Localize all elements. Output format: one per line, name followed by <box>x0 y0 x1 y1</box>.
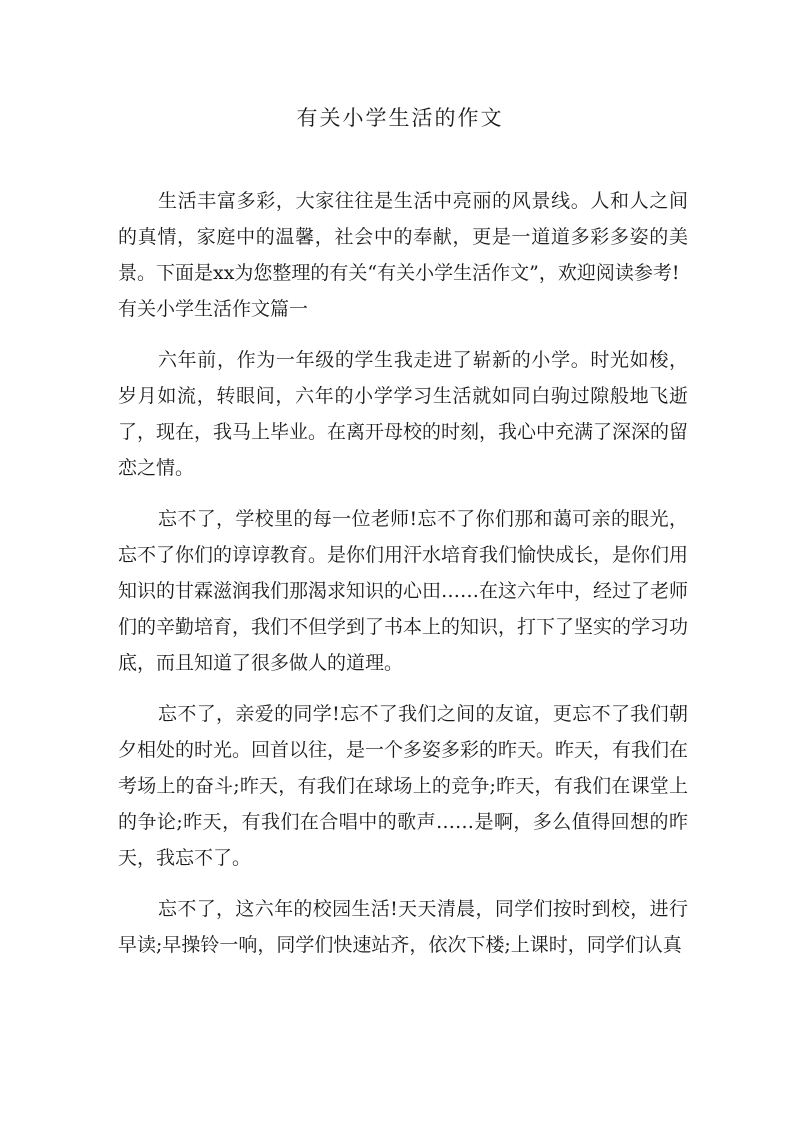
body-paragraph: 忘不了，亲爱的同学!忘不了我们之间的友谊，更忘不了我们朝夕相处的时光。回首以往，是一个多姿多彩的昨天。昨天，有我们在考场上的奋斗;昨天，有我们在球场上的竞争;昨天，有我们在课堂上的争论;昨天，有我们在合唱中的歌声……是啊，多么值得回想的昨天，我忘不了。 <box>118 703 689 869</box>
section-heading: 有关小学生活作文篇一 <box>118 298 309 320</box>
intro-paragraph: 生活丰富多彩，大家往往是生活中亮丽的风景线。人和人之间的真情，家庭中的温馨，社会中的奉献，更是一道道多彩多姿的美景。下面是xx为您整理的有关“有关小学生活作文”，欢迎阅读参考! <box>118 190 688 284</box>
document-body <box>118 183 688 978</box>
body-paragraph: 忘不了，这六年的校园生活!天天清晨，同学们按时到校，进行早读;早操铃一响，同学们快速站齐，依次下楼;上课时，同学们认真 <box>118 898 688 956</box>
body-paragraph: 六年前，作为一年级的学生我走进了崭新的小学。时光如梭，岁月如流，转眼间，六年的小学学习生活就如同白驹过隙般地飞逝了，现在，我马上毕业。在离开母校的时刻，我心中充满了深深的留恋之情。 <box>118 349 689 479</box>
body-paragraph: 忘不了，学校里的每一位老师!忘不了你们那和蔼可亲的眼光，忘不了你们的谆谆教育。是你们用汗水培育我们愉快成长，是你们用知识的甘霖滋润我们那渴求知识的心田……在这六年中，经过了老师们的辛勤培育，我们不但学到了书本上的知识，打下了坚实的学习功底，而且知道了很多做人的道理。 <box>118 508 689 674</box>
document-title: 有关小学生活的作文 <box>296 106 504 130</box>
